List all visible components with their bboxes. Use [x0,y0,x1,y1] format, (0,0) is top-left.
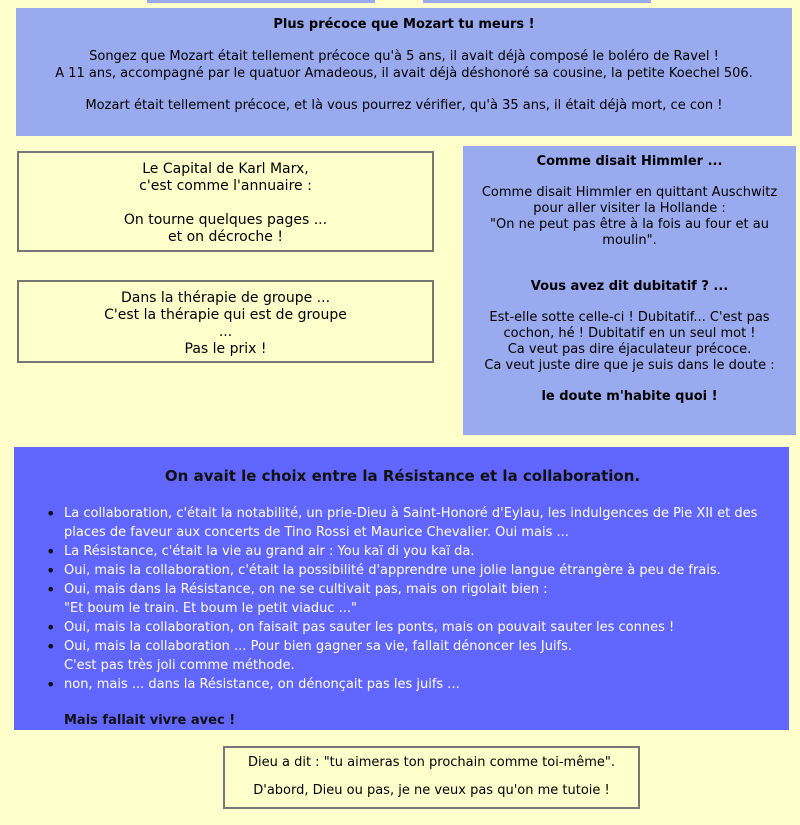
dieu-line-2: D'abord, Dieu ou pas, je ne veux pas qu'on me tutoie ! [253,783,610,798]
himmler-line-2: pour aller visiter la Hollande : [533,201,726,216]
top-strip-left [147,0,375,3]
list-item: • Oui, mais la collaboration, on faisait pas sauter les ponts, mais on pouvait sauter les connes ! [64,618,759,637]
therapie-joke-box [17,280,434,363]
list-item: • Oui, mais la collaboration ... Pour bien gagner sa vie, fallait dénoncer les Juifs. C'est pas très joli comme méthode. [64,637,759,675]
resistance-panel [14,447,789,730]
himmler-panel [463,146,796,435]
dubitatif-line-1: Est-elle sotte celle-ci ! Dubitatif... C'est pas [489,310,770,325]
list-item: • La Résistance, c'était la vie au grand air : You kaï di you kaï da. [64,542,759,561]
dubitatif-line-2: cochon, hé ! Dubitatif en un seul mot ! [503,326,756,341]
mozart-line-2: A 11 ans, accompagné par le quatuor Amadeous, il avait déjà déshonoré sa cousine, la petite Koechel 506. [55,66,753,81]
himmler-line-3: "On ne peut pas être à la fois au four et au [490,217,769,232]
resistance-final: Mais fallait vivre avec ! [64,713,236,728]
capital-joke-box [17,151,434,252]
mozart-line-3: Mozart était tellement précoce, et là vous pourrez vérifier, qu'à 35 ans, il était déjà mort, ce con ! [85,98,723,113]
resistance-heading: On avait le choix entre la Résistance et la collaboration. [164,467,641,485]
list-item: • Oui, mais la collaboration, c'était la possibilité d'apprendre une jolie langue étrangère à peu de frais. [64,561,759,580]
top-strip-right [423,0,651,3]
dubitatif-line-4: Ca veut juste dire que je suis dans le doute : [484,358,775,373]
capital-line-3: On tourne quelques pages ... [123,212,328,228]
himmler-line-4: moulin". [602,233,657,248]
list-item: • non, mais ... dans la Résistance, on dénonçait pas les juifs ... [64,675,759,694]
mozart-line-1: Songez que Mozart était tellement précoce qu'à 5 ans, il avait déjà composé le boléro de Ravel ! [89,49,719,64]
himmler-title: Comme disait Himmler ... [536,154,723,169]
dubitatif-title: Vous avez dit dubitatif ? ... [530,279,729,294]
list-item: • La collaboration, c'était la notabilité, un prie-Dieu à Saint-Honoré d'Eylau, les indulgences de Pie XII et des places de faveur aux concerts de Tino Rossi et Maurice Chevalier. Oui mais ... [64,504,759,542]
dubitatif-final: le doute m'habite quoi ! [541,389,718,404]
mozart-title: Plus précoce que Mozart tu meurs ! [273,17,535,32]
capital-line-4: et on décroche ! [168,229,283,245]
therapie-line-1: Dans la thérapie de groupe ... [120,290,331,306]
resistance-list [46,504,759,694]
therapie-line-3: ... [218,324,233,340]
therapie-line-2: C'est la thérapie qui est de groupe [104,307,347,323]
therapie-line-4: Pas le prix ! [184,341,267,357]
dubitatif-line-3: Ca veut pas dire éjaculateur précoce. [507,342,752,357]
capital-line-2: c'est comme l'annuaire : [139,178,312,194]
capital-line-1: Le Capital de Karl Marx, [142,161,309,177]
list-item: • Oui, mais dans la Résistance, on ne se cultivait pas, mais on rigolait bien : "Et boum le train. Et boum le petit viaduc ..." [64,580,759,618]
dieu-joke-box [223,746,640,809]
himmler-line-1: Comme disait Himmler en quittant Auschwitz [481,185,778,200]
mozart-panel [16,8,792,136]
dieu-line-1: Dieu a dit : "tu aimeras ton prochain comme toi-même". [248,755,615,770]
